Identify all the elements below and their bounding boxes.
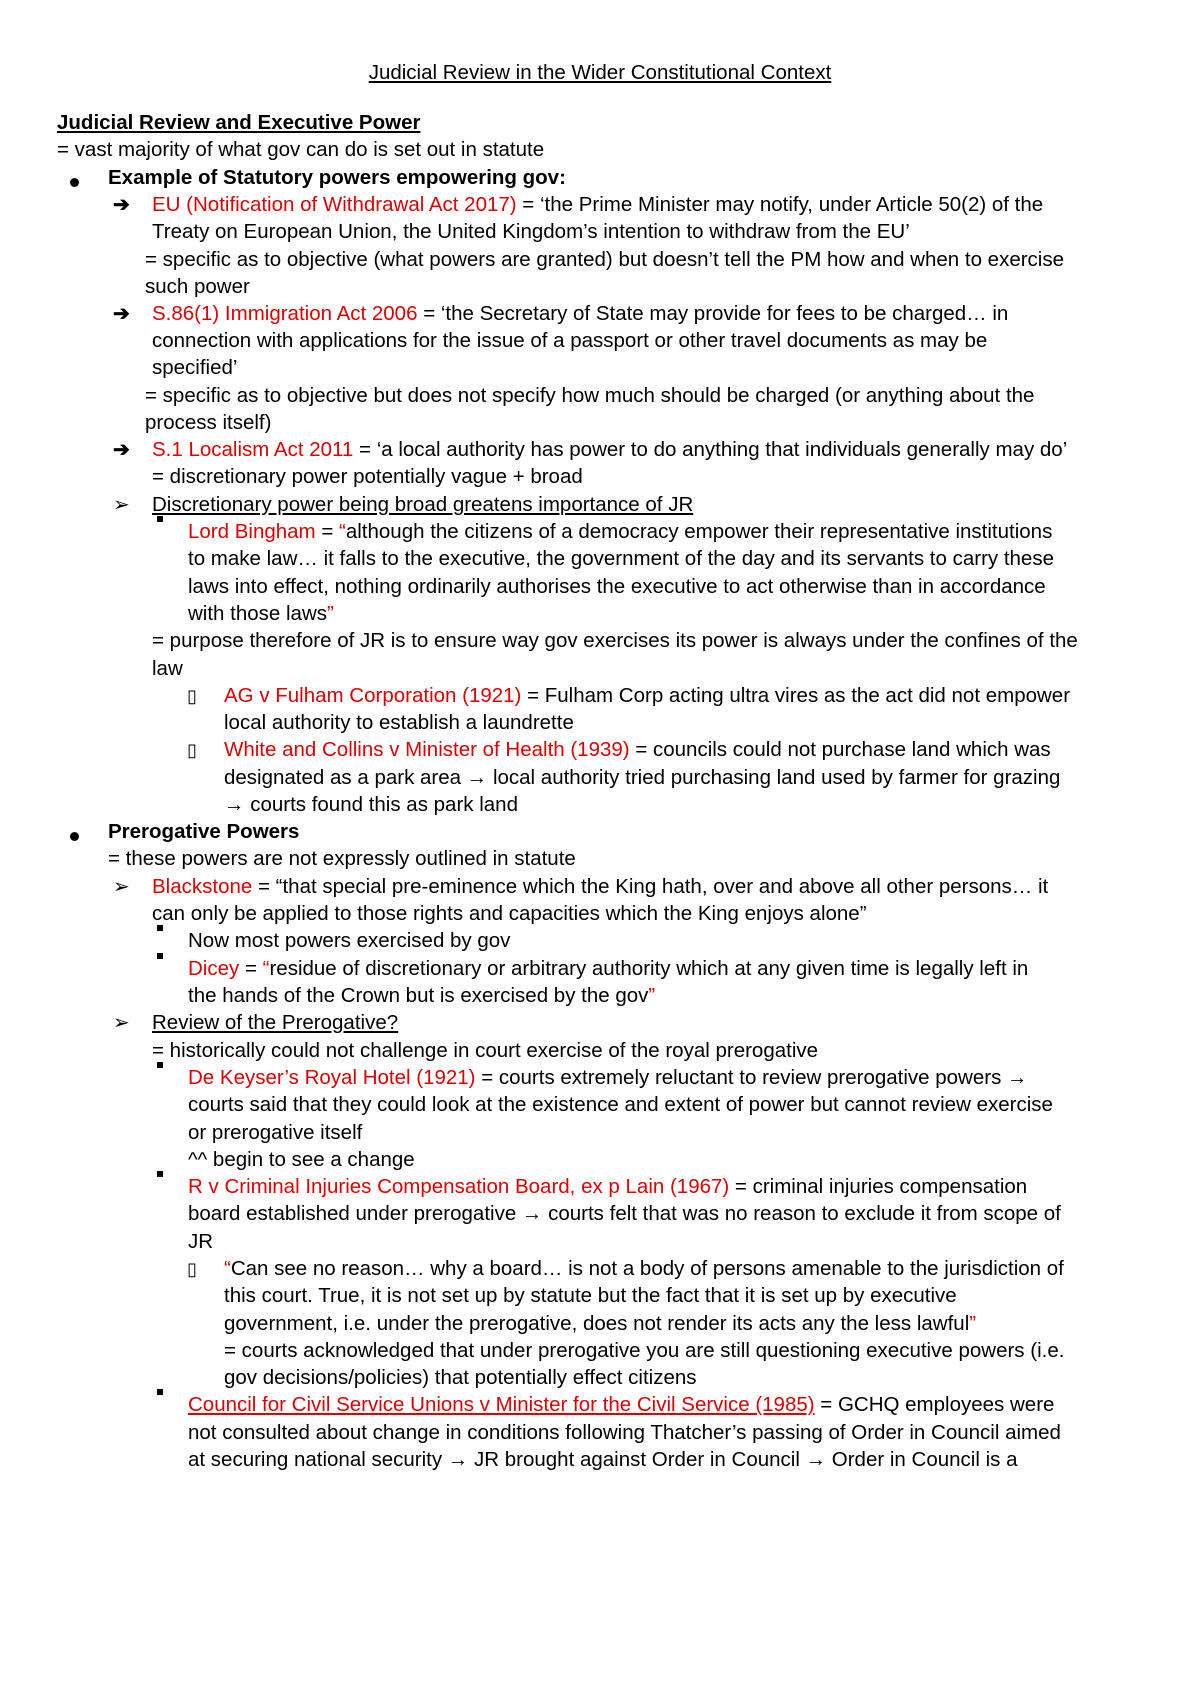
blackstone-line-1: Blackstone = “that special pre-eminence which the King hath, over and above all other persons… it [152, 875, 1049, 898]
lain-line-1: R v Criminal Injuries Compensation Board, ex p Lain (1967) = criminal injuries compensation [188, 1175, 1028, 1198]
blackstone-line-2: can only be applied to those rights and capacities which the King enjoys alone” [152, 902, 867, 925]
review-label: Review of the Prerogative? [152, 1011, 399, 1034]
white-line-1: White and Collins v Minister of Health (1939) = councils could not purchase land which was [224, 738, 1051, 761]
ccsu-line-2: not consulted about change in conditions following Thatcher’s passing of Order in Council aimed [188, 1421, 1061, 1444]
eu-line-2: Treaty on European Union, the United Kingdom’s intention to withdraw from the EU’ [152, 220, 910, 243]
review-line-1: = historically could not challenge in court exercise of the royal prerogative [152, 1039, 819, 1062]
loc-line-2: = discretionary power potentially vague + broad [152, 465, 583, 488]
arrow-bullet-icon: ➔ [113, 194, 130, 216]
missing-glyph-bullet-icon: ▯ [187, 686, 197, 706]
square-bullet [157, 516, 163, 522]
chevron-bullet-icon: ➢ [113, 494, 130, 516]
bingham-line-4: with those laws” [188, 602, 334, 625]
disc-label: Discretionary power being broad greatens importance of JR [152, 493, 694, 516]
dicey-line-2: the hands of the Crown but is exercised by the gov” [188, 984, 656, 1007]
white-line-2: designated as a park area → local authority tried purchasing land used by farmer for grazing [224, 766, 1061, 789]
ccsu-line-1: Council for Civil Service Unions v Minister for the Civil Service (1985) = GCHQ employees were [188, 1393, 1055, 1416]
section-heading: Judicial Review and Executive Power [57, 111, 421, 134]
imm-line-3: specified’ [152, 356, 238, 379]
square-bullet [157, 953, 163, 959]
loc-line-1: S.1 Localism Act 2011 = ‘a local authority has power to do anything that individuals generally may do’ [152, 438, 1068, 461]
lain-line-3: JR [188, 1230, 214, 1253]
square-bullet [157, 1171, 163, 1177]
eu-line-3: = specific as to objective (what powers are granted) but doesn’t tell the PM how and when to exercise [145, 248, 1065, 271]
ccsu-line-3: at securing national security → JR brought against Order in Council → Order in Council is a [188, 1448, 1018, 1471]
dicey-line-1: Dicey = “residue of discretionary or arbitrary authority which at any given time is legally left in [188, 957, 1029, 980]
bullet-dot [70, 832, 79, 841]
eu-line-4: such power [145, 275, 250, 298]
dekeyser-line-1: De Keyser’s Royal Hotel (1921) = courts extremely reluctant to review prerogative powers → [188, 1066, 1028, 1089]
lain-quote-line-3: government, i.e. under the prerogative, does not render its acts any the less lawful” [224, 1312, 977, 1335]
imm-line-5: process itself) [145, 411, 272, 434]
lain-line-2: board established under prerogative → courts felt that was no reason to exclude it from scope of [188, 1202, 1061, 1225]
imm-line-4: = specific as to objective but does not specify how much should be charged (or anything about the [145, 384, 1035, 407]
lain-quote-line-2: this court. True, it is not set up by statute but the fact that it is set up by executive [224, 1284, 957, 1307]
prerog-line-1: = these powers are not expressly outlined in statute [108, 847, 576, 870]
dekeyser-line-4: ^^ begin to see a change [188, 1148, 415, 1171]
purpose-line-1: = purpose therefore of JR is to ensure way gov exercises its power is always under the confines of the [152, 629, 1078, 652]
square-bullet [157, 925, 163, 931]
lain-quote-line-4: = courts acknowledged that under prerogative you are still questioning executive powers (i.e. [224, 1339, 1065, 1362]
fulham-line-1: AG v Fulham Corporation (1921) = Fulham Corp acting ultra vires as the act did not empower [224, 684, 1071, 707]
document-title: Judicial Review in the Wider Constitutional Context [368, 61, 832, 84]
lain-quote-line-5: gov decisions/policies) that potentially effect citizens [224, 1366, 697, 1389]
intro-line: = vast majority of what gov can do is set out in statute [57, 138, 545, 161]
missing-glyph-bullet-icon: ▯ [187, 1259, 197, 1279]
imm-line-2: connection with applications for the issue of a passport or other travel documents as may be [152, 329, 988, 352]
dekeyser-line-3: or prerogative itself [188, 1121, 363, 1144]
bingham-line-3: laws into effect, nothing ordinarily authorises the executive to act otherwise than in accordance [188, 575, 1046, 598]
arrow-bullet-icon: ➔ [113, 303, 130, 325]
fulham-line-2: local authority to establish a laundrette [224, 711, 574, 734]
white-line-3: → courts found this as park land [224, 793, 518, 816]
eu-line-1: EU (Notification of Withdrawal Act 2017) = ‘the Prime Minister may notify, under Article 50(2) of the [152, 193, 1044, 216]
dekeyser-line-2: courts said that they could look at the existence and extent of power but cannot review exercise [188, 1093, 1053, 1116]
lain-quote-line-1: “Can see no reason… why a board… is not a body of persons amenable to the jurisdiction of [224, 1257, 1064, 1280]
chevron-bullet-icon: ➢ [113, 1012, 130, 1034]
bingham-line-2: to make law… it falls to the executive, the government of the day and its servants to carry these [188, 547, 1054, 570]
purpose-line-2: law [152, 657, 183, 680]
square-bullet [157, 1062, 163, 1068]
prerog-label: Prerogative Powers [108, 820, 300, 843]
imm-line-1: S.86(1) Immigration Act 2006 = ‘the Secretary of State may provide for fees to be charged… in [152, 302, 1009, 325]
bullet-dot [70, 178, 79, 187]
arrow-bullet-icon: ➔ [113, 439, 130, 461]
now-line: Now most powers exercised by gov [188, 929, 511, 952]
bingham-line-1: Lord Bingham = “although the citizens of a democracy empower their representative institutions [188, 520, 1053, 543]
chevron-bullet-icon: ➢ [113, 876, 130, 898]
square-bullet [157, 1389, 163, 1395]
missing-glyph-bullet-icon: ▯ [187, 740, 197, 760]
statutory-label: Example of Statutory powers empowering gov: [108, 166, 566, 189]
